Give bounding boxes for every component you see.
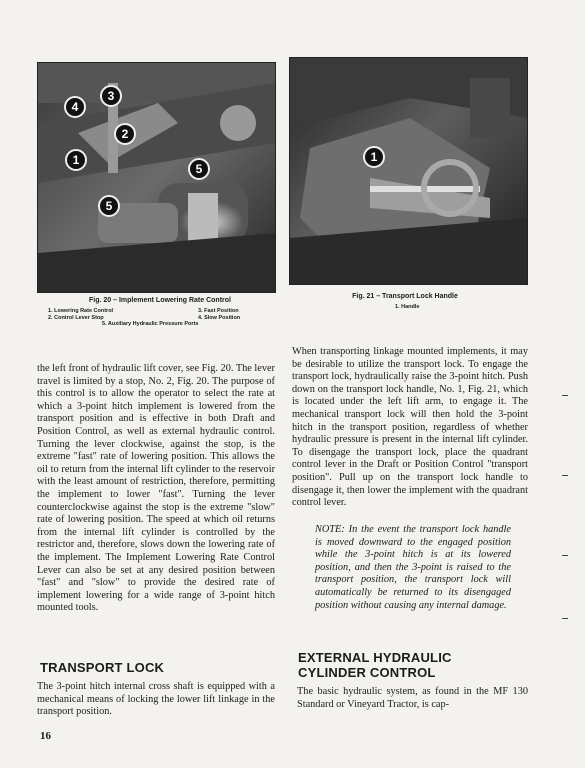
- left-paragraph2-text: The 3-point hitch internal cross shaft is equipped with a mechanical means of locking the lower lift linkage in the transport position.: [37, 681, 275, 718]
- right-column-paragraph: [292, 346, 528, 510]
- margin-mark: [562, 475, 568, 476]
- left-paragraph-text: the left front of hydraulic lift cover, see Fig. 20. The lever travel is limited by a stop, No. 2, Fig. 20. The purpose of this control is to allow the operator to select the rate at which a 3-point hitch implement is lowered from the transport position and is effective in both Draft and Position Control, as well as external hydraulic control. Turning the lever clockwise, against the stop, is the extreme "fast" rate of lowering position. This allows the oil to return from the internal lift cylinder to the reservoir with the least amount of restriction, therefore, permitting the implement to lower "fast". Turning the lever counterclockwise against the stop is the extreme "slow" rate of lowering position. The speed at which oil returns from the internal lift cylinder is controlled by the restrictor and, therefore, slows down the lowering rate of the implement. The Implement Lowering Rate Control Lever can also be set at any desired position between "fast" and "slow" to provide the desired rate of implement lowering for a wide range of 3-point hitch mounted tools.: [37, 363, 275, 614]
- right-column-paragraph2: [297, 686, 528, 711]
- fig20-caption-item4: 4. Slow Position: [198, 315, 241, 321]
- fig20-photo: [37, 62, 276, 293]
- fig21-callout-1: 1: [363, 146, 385, 168]
- right-column-note: [315, 524, 511, 612]
- margin-mark: [562, 395, 568, 396]
- fig20-caption-title: Fig. 20 – Implement Lowering Rate Control: [89, 297, 231, 304]
- margin-mark: [562, 555, 568, 556]
- fig20-caption-item5: 5. Auxiliary Hydraulic Pressure Ports: [102, 321, 199, 327]
- margin-mark: [562, 618, 568, 619]
- fig20-caption-item3: 3. Fast Position: [198, 308, 239, 314]
- fig20-callout-4: 4: [64, 96, 86, 118]
- fig21-caption-title: Fig. 21 – Transport Lock Handle: [352, 293, 458, 300]
- page-number: 16: [40, 730, 51, 742]
- fig20-callout-5a: 5: [188, 158, 210, 180]
- note-text: NOTE: In the event the transport lock handle is moved downward to the engaged position while the 3-point hitch is at its lowered position, and then the 3-point is raised to the transport position, the transport lock will automatically be returned to its disengaged position without causing any internal damage.: [315, 524, 511, 611]
- external-hydraulic-heading: EXTERNAL HYDRAULIC CYLINDER CONTROL: [298, 650, 452, 680]
- fig21-photo: [289, 57, 528, 285]
- fig20-callout-2: 2: [114, 123, 136, 145]
- left-column-paragraph2: [37, 681, 275, 719]
- fig20-callout-5b: 5: [98, 195, 120, 217]
- fig21-caption-item1: 1. Handle: [395, 304, 420, 310]
- left-column-paragraph: [37, 363, 275, 615]
- fig20-callout-1: 1: [65, 149, 87, 171]
- transport-lock-heading: TRANSPORT LOCK: [40, 660, 165, 675]
- fig20-caption-item2: 2. Control Lever Stop: [48, 315, 104, 321]
- right-paragraph2-text: The basic hydraulic system, as found in the MF 130 Standard or Vineyard Tractor, is cap-: [297, 686, 528, 710]
- fig20-callout-3: 3: [100, 85, 122, 107]
- fig20-caption-item1: 1. Lowering Rate Control: [48, 308, 114, 314]
- fig21-photo-image: [290, 58, 527, 284]
- right-paragraph-text: When transporting linkage mounted implements, it may be desirable to utilize the transport lock. To engage the transport lock, hydraulically raise the 3-point hitch. Push down on the transport lock handle, No. 1, Fig. 21, which is located under the left lift arm, to engage it. The mechanical transport lock will then hold the 3-point hitch in the transport position, regardless of whether hydraulic pressure is present in the internal lift cylinder. To disengage the transport lock, place the quadrant control lever in the Draft or Position Control "transport position". Pull up on the transport lock handle to disengage it, then lower the implement with the quadrant control lever.: [292, 346, 528, 509]
